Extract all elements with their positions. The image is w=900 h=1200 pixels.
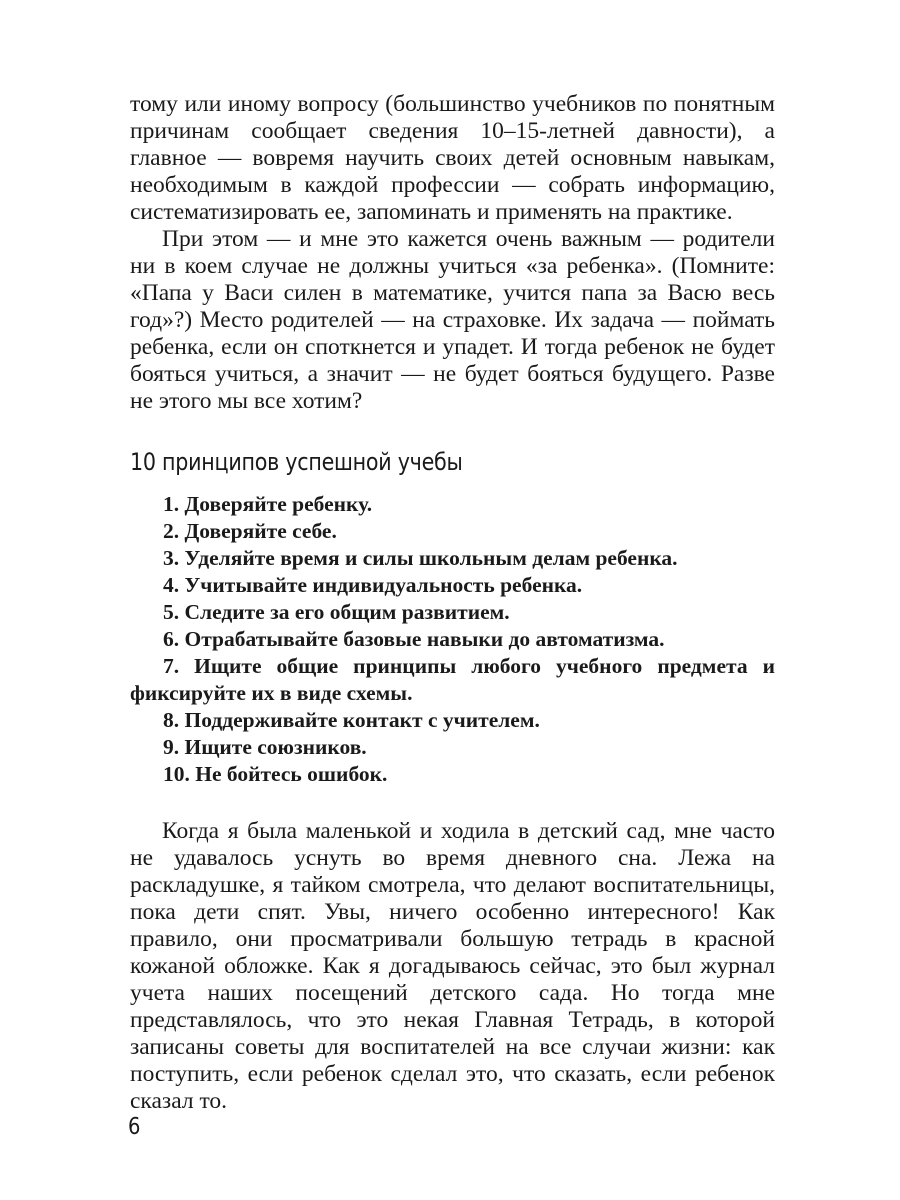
principle-item: 4. Учитывайте индивидуальность ребенка. [163, 573, 583, 597]
paragraph-parents-role: При этом — и мне это кажется очень важным — родители ни в коем случае не должны учиться «за ребенка». (Помните: «Папа у Васи силен в математике, учится папа за Васю весь год»?) Место родителей — на страховке. Их задача — поймать ребенка, если он споткнется и упадет. И тогда ребенок не будет бояться учиться, а значит — не будет бояться будущего. Разве не этого мы все хотим? [130, 226, 775, 414]
principle-item: 5. Следите за его общим развитием. [163, 600, 510, 624]
principle-item: 2. Доверяйте себе. [163, 519, 337, 543]
principle-item: 6. Отрабатывайте базовые навыки до автоматизма. [163, 627, 665, 651]
principle-item: 10. Не бойтесь ошибок. [163, 762, 388, 786]
principle-item: 7. Ищите общие принципы любого учебного предмета и фиксируйте их в виде схемы. [130, 654, 775, 705]
principle-item: 9. Ищите союзников. [163, 735, 367, 759]
intro-text [130, 91, 775, 415]
page-number: 6 [128, 1114, 141, 1140]
principle-item: 8. Поддерживайте контакт с учителем. [163, 708, 540, 732]
story-text [130, 818, 775, 1115]
paragraph-continuation: тому или иному вопросу (большинство учебников по понятным причинам сообщает сведения 10–15-летней давности), а главное — вовремя научить своих детей основным навыкам, необходимым в каждой профессии — собрать информацию, систематизировать ее, запоминать и применять на практике. [130, 91, 775, 225]
section-heading: 10 принципов успешной учебы [130, 448, 463, 476]
principle-item: 3. Уделяйте время и силы школьным делам ребенка. [163, 546, 678, 570]
paragraph-kindergarten-story: Когда я была маленькой и ходила в детский сад, мне часто не удавалось уснуть во время дневного сна. Лежа на раскладушке, я тайком смотрела, что делают воспитательницы, пока дети спят. Увы, ничего особенно интересного! Как правило, они просматривали большую тетрадь в красной кожаной обложке. Как я догадываюсь сейчас, это был журнал учета наших посещений детского сада. Но тогда мне представлялось, что это некая Главная Тетрадь, в которой записаны советы для воспитателей на все случаи жизни: как поступить, если ребенок сделал это, что сказать, если ребенок сказал то. [130, 818, 775, 1114]
principle-item: 1. Доверяйте ребенку. [163, 492, 373, 516]
principles-list [130, 491, 775, 788]
